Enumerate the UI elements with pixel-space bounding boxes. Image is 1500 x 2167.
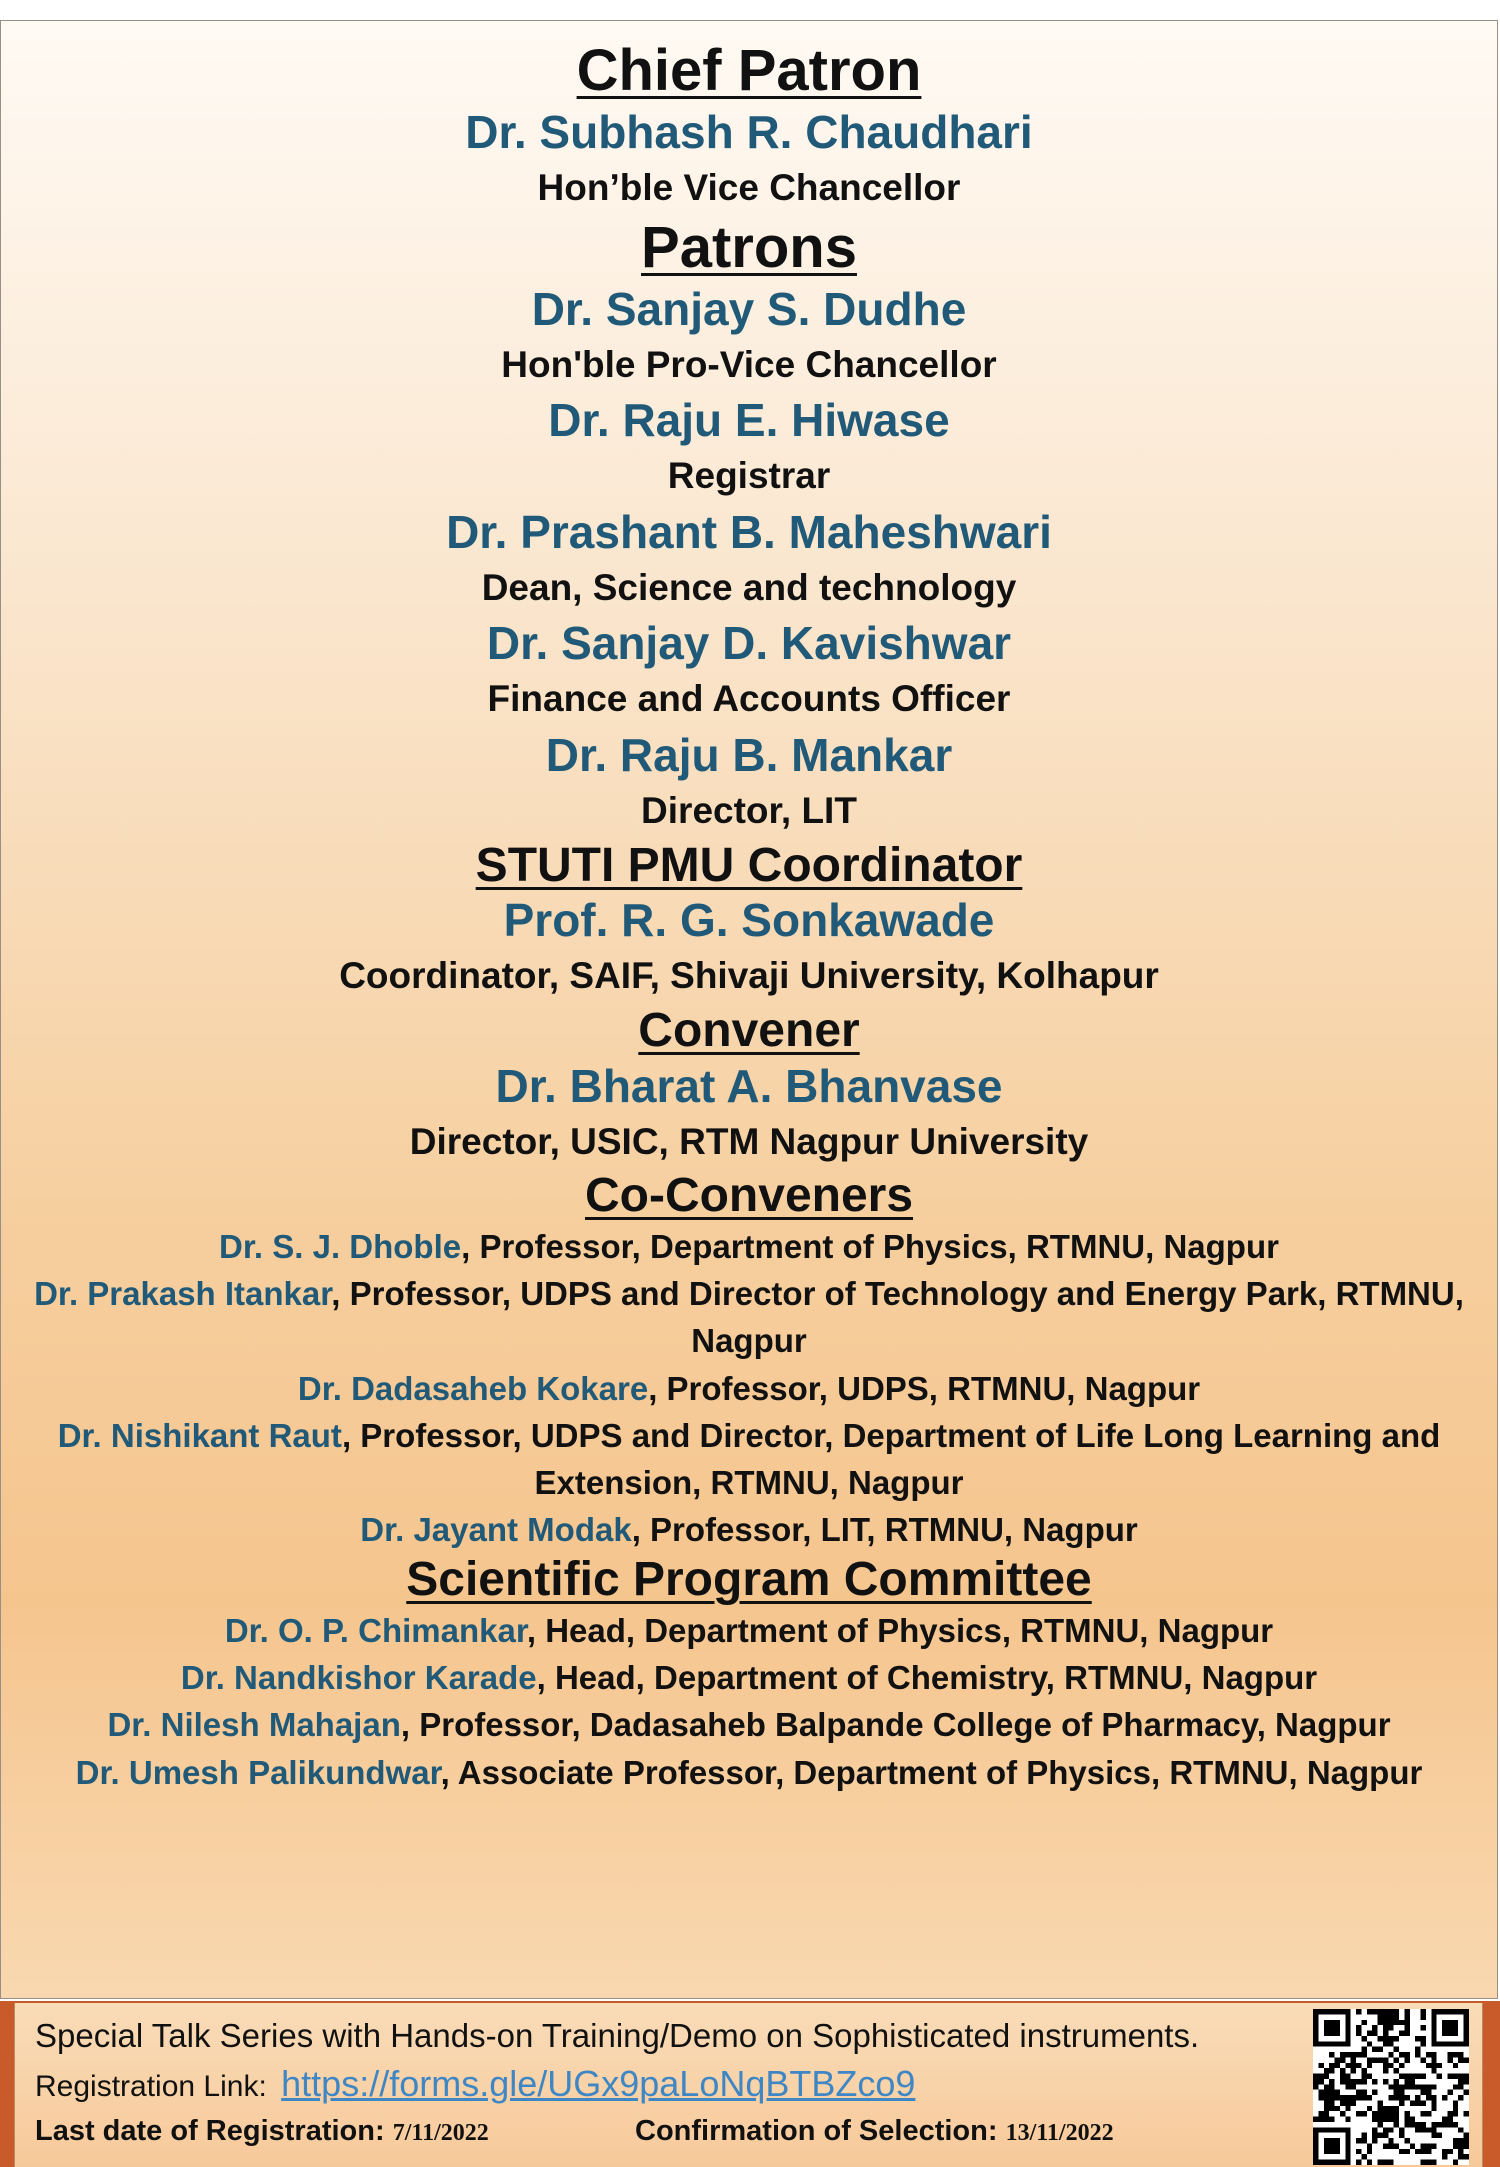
patron-name: Dr. Prashant B. Maheshwari xyxy=(446,505,1052,558)
committee-member-detail: , Head, Department of Physics, RTMNU, Nagpur xyxy=(526,1612,1274,1650)
committee-member-item xyxy=(1,1701,1497,1748)
co-convener-item xyxy=(1,1506,1497,1553)
co-convener-item xyxy=(1,1223,1497,1270)
co-convener-detail: , Professor, UDPS, RTMNU, Nagpur xyxy=(648,1369,1201,1407)
co-convener-name: Dr. Dadasaheb Kokare xyxy=(297,1369,649,1407)
chief-patron-role: Hon’ble Vice Chancellor xyxy=(537,167,961,209)
patron-name: Dr. Raju B. Mankar xyxy=(545,728,953,781)
chief-patron-name: Dr. Subhash R. Chaudhari xyxy=(465,105,1033,158)
patron-name: Dr. Raju E. Hiwase xyxy=(548,394,950,447)
footer-bar xyxy=(0,2001,1500,2167)
committee-content xyxy=(1,39,1497,1796)
co-conveners-heading: Co-Conveners xyxy=(584,1169,914,1223)
committee-member-name: Dr. Nandkishor Karade xyxy=(180,1659,537,1697)
committee-member-item xyxy=(1,1607,1497,1654)
patron-role: Director, LIT xyxy=(641,790,857,832)
convener-role: Director, USIC, RTM Nagpur University xyxy=(409,1120,1089,1162)
patron-role: Dean, Science and technology xyxy=(481,566,1017,608)
confirmation-value: 13/11/2022 xyxy=(1005,2120,1114,2146)
confirmation-label: Confirmation of Selection: xyxy=(635,2115,998,2147)
co-convener-name: Dr. Prakash Itankar xyxy=(34,1275,332,1313)
committee-member-item xyxy=(1,1749,1497,1796)
co-convener-name: Dr. Jayant Modak xyxy=(360,1511,632,1549)
committee-member-detail: , Head, Department of Chemistry, RTMNU, Nagpur xyxy=(536,1659,1318,1697)
co-convener-detail: , Professor, LIT, RTMNU, Nagpur xyxy=(631,1511,1138,1549)
co-convener-name: Dr. Nishikant Raut xyxy=(57,1416,342,1454)
registration-link[interactable]: https://forms.gle/UGx9paLoNqBTBZco9 xyxy=(281,2063,916,2104)
last-date-label: Last date of Registration: xyxy=(35,2115,385,2147)
qr-code-graphic xyxy=(1313,2009,1469,2165)
footer-tagline: Special Talk Series with Hands-on Training/Demo on Sophisticated instruments. xyxy=(35,2017,1200,2054)
convener-heading: Convener xyxy=(638,1003,860,1057)
convener-name: Dr. Bharat A. Bhanvase xyxy=(495,1059,1003,1112)
committee-member-name: Dr. Nilesh Mahajan xyxy=(107,1706,401,1744)
pmu-heading: STUTI PMU Coordinator xyxy=(475,838,1023,892)
co-convener-detail: , Professor, UDPS and Director of Technology and Energy Park, RTMNU, Nagpur xyxy=(331,1275,1464,1360)
co-convener-name: Dr. S. J. Dhoble xyxy=(219,1228,462,1266)
patron-role: Finance and Accounts Officer xyxy=(487,678,1011,720)
co-convener-detail: , Professor, UDPS and Director, Department of Life Long Learning and Extension, RTMNU, Nagpur xyxy=(341,1416,1441,1501)
patron-role: Hon'ble Pro-Vice Chancellor xyxy=(501,343,997,385)
patron-name: Dr. Sanjay S. Dudhe xyxy=(531,282,967,335)
co-convener-item xyxy=(1,1270,1497,1364)
committee-member-detail: , Professor, Dadasaheb Balpande College of Pharmacy, Nagpur xyxy=(400,1706,1391,1744)
co-convener-item xyxy=(1,1365,1497,1412)
patron-name: Dr. Sanjay D. Kavishwar xyxy=(486,617,1012,670)
committee-panel xyxy=(0,20,1498,1999)
scientific-committee-heading: Scientific Program Committee xyxy=(406,1553,1092,1607)
patron-role: Registrar xyxy=(667,455,831,497)
pmu-name: Prof. R. G. Sonkawade xyxy=(503,894,995,947)
qr-code-icon[interactable] xyxy=(1313,2009,1469,2165)
last-date-row xyxy=(35,2115,489,2148)
committee-member-name: Dr. Umesh Palikundwar xyxy=(75,1753,441,1791)
registration-row xyxy=(35,2063,915,2105)
confirmation-row xyxy=(635,2115,1114,2148)
co-convener-detail: , Professor, Department of Physics, RTMNU, Nagpur xyxy=(461,1228,1279,1266)
committee-member-item xyxy=(1,1654,1497,1701)
last-date-value: 7/11/2022 xyxy=(392,2120,489,2146)
pmu-role: Coordinator, SAIF, Shivaji University, Kolhapur xyxy=(339,955,1159,997)
registration-label: Registration Link: xyxy=(35,2070,267,2103)
chief-patron-heading: Chief Patron xyxy=(576,38,922,103)
committee-member-name: Dr. O. P. Chimankar xyxy=(224,1612,527,1650)
committee-member-detail: , Associate Professor, Department of Physics, RTMNU, Nagpur xyxy=(440,1753,1423,1791)
co-convener-item xyxy=(1,1412,1497,1506)
footer-inner xyxy=(14,2003,1483,2167)
patrons-heading: Patrons xyxy=(641,214,857,280)
